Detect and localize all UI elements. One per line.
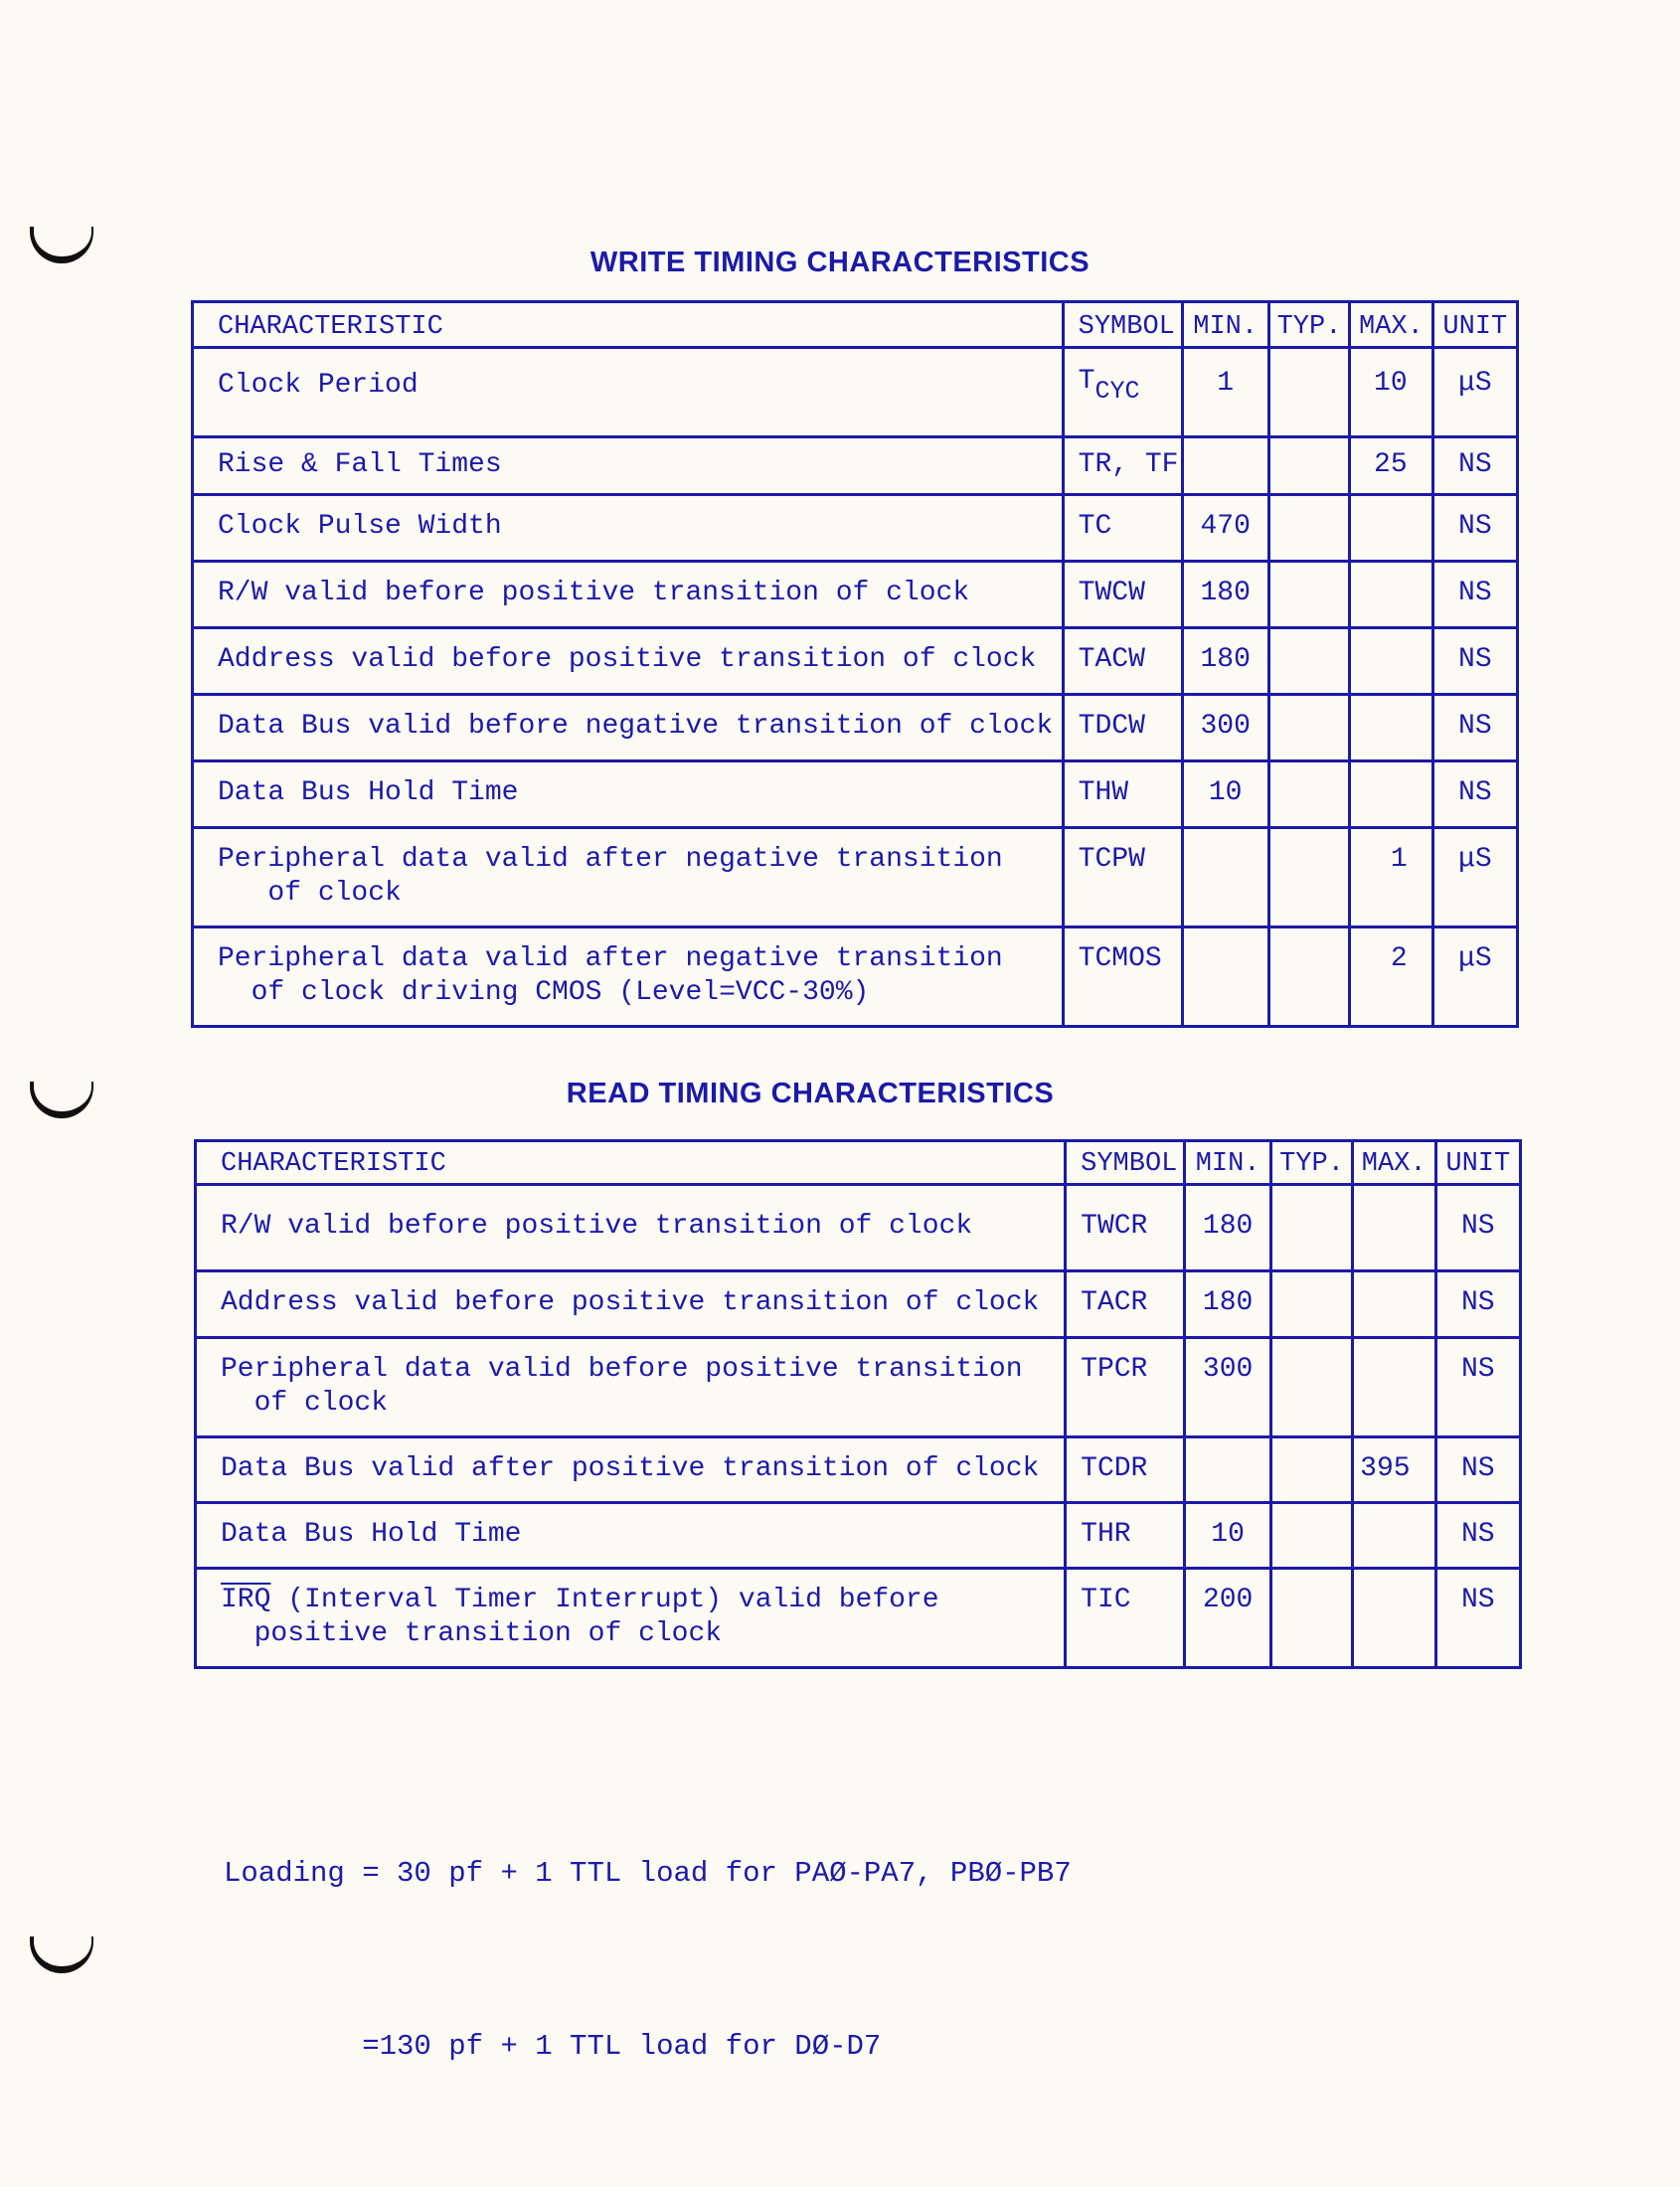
max-cell — [1350, 695, 1432, 761]
unit-cell: NS — [1435, 1271, 1520, 1338]
characteristic-cell — [196, 1569, 1066, 1668]
unit-cell: NS — [1432, 495, 1517, 562]
max-cell: 1 — [1350, 828, 1432, 927]
header-typ: TYP. — [1271, 1141, 1353, 1185]
table-header-row — [196, 1141, 1521, 1185]
characteristic-cell: R/W valid before positive transition of clock — [196, 1185, 1066, 1271]
characteristic-cell: Peripheral data valid after negative transition of clock — [193, 828, 1064, 927]
min-cell: 470 — [1182, 495, 1268, 562]
symbol-cell: TPCR — [1066, 1338, 1185, 1437]
symbol-cell: TWCW — [1063, 562, 1182, 628]
header-min: MIN. — [1184, 1141, 1270, 1185]
typ-cell — [1271, 1569, 1353, 1668]
table-row — [196, 1338, 1521, 1437]
min-cell: 180 — [1182, 628, 1268, 695]
read-timing-table — [194, 1139, 1522, 1669]
symbol-cell: TWCR — [1066, 1185, 1185, 1271]
max-cell — [1352, 1338, 1435, 1437]
table-row — [193, 348, 1518, 437]
characteristic-cell: Clock Period — [193, 348, 1064, 437]
symbol-cell: THR — [1066, 1503, 1185, 1569]
table-row — [193, 437, 1518, 495]
symbol-cell: TC — [1063, 495, 1182, 562]
unit-cell: NS — [1432, 628, 1517, 695]
unit-cell: NS — [1432, 437, 1517, 495]
min-cell: 300 — [1184, 1338, 1270, 1437]
min-cell — [1182, 828, 1268, 927]
typ-cell — [1271, 1338, 1353, 1437]
min-cell: 300 — [1182, 695, 1268, 761]
typ-cell — [1271, 1185, 1353, 1271]
loading-notes — [224, 1730, 1072, 2133]
unit-cell: μS — [1432, 927, 1517, 1027]
irq-signal-name: $\overline{IRQ}$ — [221, 1585, 271, 1615]
symbol-cell: TR, TF — [1063, 437, 1182, 495]
table-row — [193, 761, 1518, 828]
table-row — [193, 927, 1518, 1027]
min-cell — [1184, 1437, 1270, 1503]
typ-cell — [1271, 1437, 1353, 1503]
typ-cell — [1268, 828, 1349, 927]
header-symbol: SYMBOL — [1066, 1141, 1185, 1185]
characteristic-cell: Clock Pulse Width — [193, 495, 1064, 562]
table-row — [196, 1437, 1521, 1503]
table-row — [193, 495, 1518, 562]
unit-cell: NS — [1435, 1437, 1520, 1503]
loading-note-line-1: Loading = 30 pf + 1 TTL load for PAØ-PA7, PBØ-PB7 — [224, 1857, 1072, 1890]
loading-note-line-2: =130 pf + 1 TTL load for DØ-D7 — [224, 2030, 882, 2063]
table-row — [196, 1569, 1521, 1668]
max-cell: 2 — [1350, 927, 1432, 1027]
write-timing-title: WRITE TIMING CHARACTERISTICS — [589, 247, 1091, 278]
min-cell: 10 — [1182, 761, 1268, 828]
symbol-cell: THW — [1063, 761, 1182, 828]
max-cell — [1350, 628, 1432, 695]
characteristic-cell: Address valid before positive transition of clock — [196, 1271, 1066, 1338]
characteristic-cell: Data Bus valid after positive transition of clock — [196, 1437, 1066, 1503]
unit-cell: NS — [1432, 695, 1517, 761]
symbol-subscript: CYC — [1094, 377, 1140, 406]
symbol-cell: TDCW — [1063, 695, 1182, 761]
max-cell — [1352, 1503, 1435, 1569]
typ-cell — [1268, 562, 1349, 628]
symbol-cell: TCPW — [1063, 828, 1182, 927]
typ-cell — [1268, 495, 1349, 562]
max-cell: 25 — [1350, 437, 1432, 495]
min-cell — [1182, 437, 1268, 495]
write-timing-table — [191, 300, 1519, 1028]
header-max: MAX. — [1352, 1141, 1435, 1185]
table-row — [196, 1185, 1521, 1271]
characteristic-cell: Address valid before positive transition of clock — [193, 628, 1064, 695]
unit-cell: NS — [1435, 1185, 1520, 1271]
characteristic-text: (Interval Timer Interrupt) valid before positive transition of clock — [253, 1585, 939, 1649]
max-cell — [1350, 495, 1432, 562]
table-header-row — [193, 302, 1518, 348]
max-cell — [1352, 1271, 1435, 1338]
min-cell: 1 — [1182, 348, 1268, 437]
header-symbol: SYMBOL — [1063, 302, 1182, 348]
table-row — [193, 562, 1518, 628]
table-row — [193, 628, 1518, 695]
min-cell: 180 — [1184, 1271, 1270, 1338]
typ-cell — [1271, 1271, 1353, 1338]
header-typ: TYP. — [1268, 302, 1349, 348]
symbol-cell: TCDR — [1066, 1437, 1185, 1503]
unit-cell: NS — [1435, 1338, 1520, 1437]
max-cell — [1350, 562, 1432, 628]
characteristic-cell: Peripheral data valid after negative transition of clock driving CMOS (Level=VCC-30%) — [193, 927, 1064, 1027]
header-unit: UNIT — [1432, 302, 1517, 348]
typ-cell — [1268, 348, 1349, 437]
table-row — [196, 1271, 1521, 1338]
typ-cell — [1268, 761, 1349, 828]
max-cell — [1352, 1569, 1435, 1668]
table-row — [196, 1503, 1521, 1569]
header-unit: UNIT — [1435, 1141, 1520, 1185]
header-characteristic: CHARACTERISTIC — [193, 302, 1064, 348]
header-characteristic: CHARACTERISTIC — [196, 1141, 1066, 1185]
header-min: MIN. — [1182, 302, 1268, 348]
symbol-cell: TCMOS — [1063, 927, 1182, 1027]
symbol-cell — [1063, 348, 1182, 437]
min-cell: 200 — [1184, 1569, 1270, 1668]
unit-cell: NS — [1435, 1503, 1520, 1569]
symbol-cell: TACW — [1063, 628, 1182, 695]
symbol-main: T — [1078, 366, 1095, 397]
typ-cell — [1268, 437, 1349, 495]
max-cell: 10 — [1350, 348, 1432, 437]
characteristic-cell: Peripheral data valid before positive transition of clock — [196, 1338, 1066, 1437]
header-max: MAX. — [1350, 302, 1432, 348]
max-cell — [1350, 761, 1432, 828]
characteristic-cell: Data Bus Hold Time — [196, 1503, 1066, 1569]
symbol-cell: TACR — [1066, 1271, 1185, 1338]
max-cell — [1352, 1185, 1435, 1271]
characteristic-cell: R/W valid before positive transition of clock — [193, 562, 1064, 628]
unit-cell: μS — [1432, 828, 1517, 927]
min-cell: 180 — [1182, 562, 1268, 628]
typ-cell — [1268, 628, 1349, 695]
min-cell — [1182, 927, 1268, 1027]
unit-cell: NS — [1435, 1569, 1520, 1668]
min-cell: 10 — [1184, 1503, 1270, 1569]
characteristic-cell: Data Bus valid before negative transition of clock — [193, 695, 1064, 761]
symbol-cell: TIC — [1066, 1569, 1185, 1668]
characteristic-cell: Data Bus Hold Time — [193, 761, 1064, 828]
characteristic-cell: Rise & Fall Times — [193, 437, 1064, 495]
unit-cell: NS — [1432, 761, 1517, 828]
unit-cell: NS — [1432, 562, 1517, 628]
unit-cell: μS — [1432, 348, 1517, 437]
min-cell: 180 — [1184, 1185, 1270, 1271]
typ-cell — [1268, 927, 1349, 1027]
typ-cell — [1271, 1503, 1353, 1569]
table-row — [193, 828, 1518, 927]
typ-cell — [1268, 695, 1349, 761]
max-cell: 395 — [1352, 1437, 1435, 1503]
table-row — [193, 695, 1518, 761]
binder-hole — [30, 1936, 93, 1973]
read-timing-title: READ TIMING CHARACTERISTICS — [566, 1078, 1055, 1109]
